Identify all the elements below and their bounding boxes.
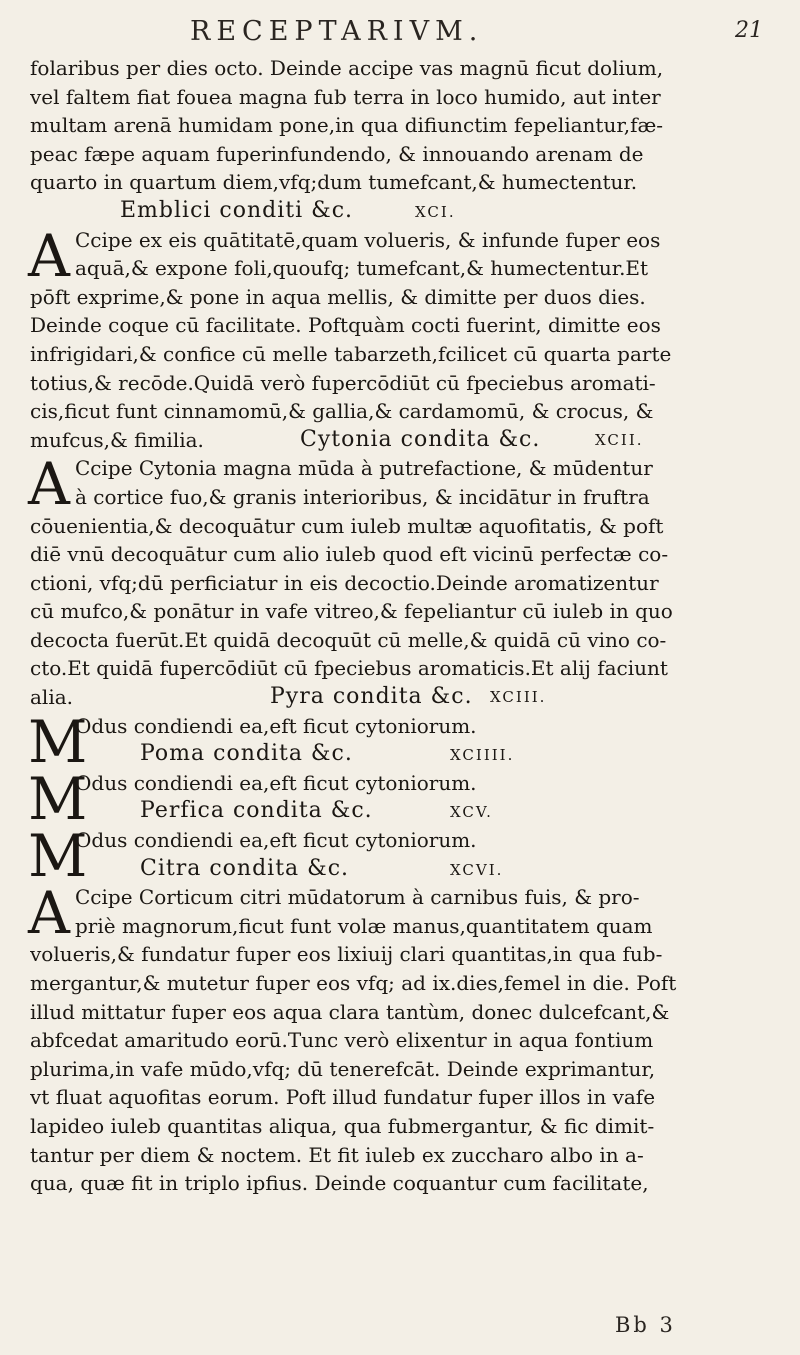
text-line: peac fæpe aquam fuperinfundendo, & innouando arenam de bbox=[30, 141, 644, 166]
text-line: totius,& recōde.Quidā verò fupercōdiūt cū fpeciebus aromati- bbox=[30, 370, 656, 395]
text-line: Odus condiendi ea,eft ficut cytoniorum. bbox=[75, 828, 477, 853]
text-line: lapideo iuleb quantitas aliqua, qua fubmergantur, & fic dimit- bbox=[30, 1113, 655, 1138]
drop-initial: A bbox=[28, 450, 70, 519]
text-line: quarto in quartum diem,vfq;dum tumefcant,& humectentur. bbox=[30, 170, 638, 195]
drop-initial: M bbox=[28, 764, 88, 833]
paragraph bbox=[28, 879, 765, 1198]
paragraph bbox=[30, 54, 765, 197]
section-heading bbox=[30, 197, 765, 226]
heading-number: XCV. bbox=[450, 803, 493, 822]
heading-title: Cytonia condita &c. bbox=[300, 426, 541, 452]
page-header bbox=[0, 16, 800, 50]
text-line: infrigidari,& confice cū melle tabarzeth,fcilicet cū quarta parte bbox=[30, 341, 672, 366]
text-line: abfcedat amaritudo eorū.Tunc verò elixentur in aqua fontium bbox=[30, 1028, 654, 1053]
text-line: Ccipe Cytonia magna mūda à putrefactione, & mūdentur bbox=[75, 456, 653, 481]
drop-initial: A bbox=[28, 221, 70, 290]
heading-title: Citra condita &c. bbox=[140, 855, 350, 881]
text-line: mergantur,& mutetur fuper eos vfq; ad ix.dies,femel in die. Poft bbox=[30, 971, 677, 995]
heading-number: XCI. bbox=[415, 202, 456, 221]
text-line: cōuenientia,& decoquātur cum iuleb multæ aquofitatis, & poft bbox=[30, 513, 664, 538]
text-line: Odus condiendi ea,eft ficut cytoniorum. bbox=[75, 713, 477, 738]
text-line: ctioni, vfq;dū perficiatur in eis decoctio.Deinde aromatizentur bbox=[30, 570, 659, 595]
drop-initial: M bbox=[28, 707, 88, 776]
paragraph bbox=[28, 450, 765, 711]
text-line: à cortice fuo,& granis interioribus, & incidātur in fruftra bbox=[75, 484, 650, 509]
paragraph bbox=[28, 707, 765, 776]
text-line: alia. Pyra condita &c. XCIII. bbox=[30, 683, 765, 712]
text-line: illud mittatur fuper eos aqua clara tantùm, donec dulcefcant,& bbox=[30, 999, 670, 1024]
signature-mark: Bb 3 bbox=[615, 1313, 676, 1337]
text-line: cū mufco,& ponātur in vafe vitreo,& fepeliantur cū iuleb in quo bbox=[30, 599, 673, 624]
text-line: mufcus,& fimilia. Cytonia condita &c. XCII. bbox=[30, 426, 765, 455]
text-line: pōft exprime,& pone in aqua mellis, & dimitte per duos dies. bbox=[30, 284, 646, 309]
text-line: vel faltem fiat fouea magna fub terra in loco humido, aut inter bbox=[30, 84, 661, 109]
body-text bbox=[30, 54, 765, 1198]
text-line: multam arenā humidam pone,in qua difiunctim fepeliantur,fæ- bbox=[30, 113, 664, 138]
text-line: diē vnū decoquātur cum alio iuleb quod eft vicinū perfectæ co- bbox=[30, 542, 669, 567]
drop-initial: A bbox=[28, 879, 70, 948]
text-line: vt fluat aquofitas eorum. Poft illud fundatur fuper illos in vafe bbox=[30, 1085, 656, 1110]
heading-number: XCII. bbox=[595, 430, 644, 449]
text-line: cis,ficut funt cinnamomū,& gallia,& cardamomū, & crocus, & bbox=[30, 399, 654, 424]
text-line: aquā,& expone foli,quoufq; tumefcant,& humectentur.Et bbox=[75, 256, 649, 281]
heading-title: Emblici conditi &c. bbox=[120, 197, 354, 223]
drop-initial: M bbox=[28, 822, 88, 891]
text-line: Odus condiendi ea,eft ficut cytoniorum. bbox=[75, 770, 477, 795]
text-line: qua, quæ fit in triplo ipfius. Deinde coquantur cum facilitate, bbox=[30, 1171, 649, 1196]
text-line: Ccipe Corticum citri mūdatorum à carnibus fuis, & pro- bbox=[75, 885, 640, 910]
paragraph bbox=[28, 764, 765, 833]
paragraph bbox=[28, 822, 765, 891]
heading-title: Poma condita &c. bbox=[140, 741, 353, 767]
text-line: priè magnorum,ficut funt volæ manus,quantitatem quam bbox=[75, 913, 653, 938]
text-line: cto.Et quidā fupercōdiūt cū fpeciebus aromaticis.Et alij faciunt bbox=[30, 656, 668, 681]
heading-number: XCIII. bbox=[490, 688, 547, 707]
text-line: decocta fuerūt.Et quidā decoquūt cū melle,& quidā cū vino co- bbox=[30, 627, 667, 652]
text-line: tantur per diem & noctem. Et fit iuleb ex zuccharo albo in a- bbox=[30, 1142, 644, 1167]
section-heading bbox=[30, 797, 765, 826]
text-line: Ccipe ex eis quātitatē,quam volueris, & infunde fuper eos bbox=[75, 227, 661, 252]
heading-number: XCVI. bbox=[450, 860, 504, 879]
text-line: Deinde coque cū facilitate. Poftquàm cocti fuerint, dimitte eos bbox=[30, 313, 661, 338]
text-line: plurima,in vafe mūdo,vfq; dū tenerefcāt. Deinde exprimantur, bbox=[30, 1056, 656, 1081]
text-line: folaribus per dies octo. Deinde accipe vas magnū ficut dolium, bbox=[30, 56, 664, 80]
text-line: volueris,& fundatur fuper eos lixiuij clari quantitas,in qua fub- bbox=[30, 942, 663, 967]
heading-title: Perfica condita &c. bbox=[140, 798, 373, 824]
heading-title: Pyra condita &c. bbox=[270, 684, 473, 710]
folio-number: 21 bbox=[735, 18, 763, 43]
section-heading bbox=[30, 855, 765, 884]
heading-number: XCIIII. bbox=[450, 746, 515, 765]
paragraph bbox=[28, 221, 765, 455]
section-heading bbox=[30, 740, 765, 769]
running-title: RECEPTARIVM. bbox=[190, 16, 484, 47]
